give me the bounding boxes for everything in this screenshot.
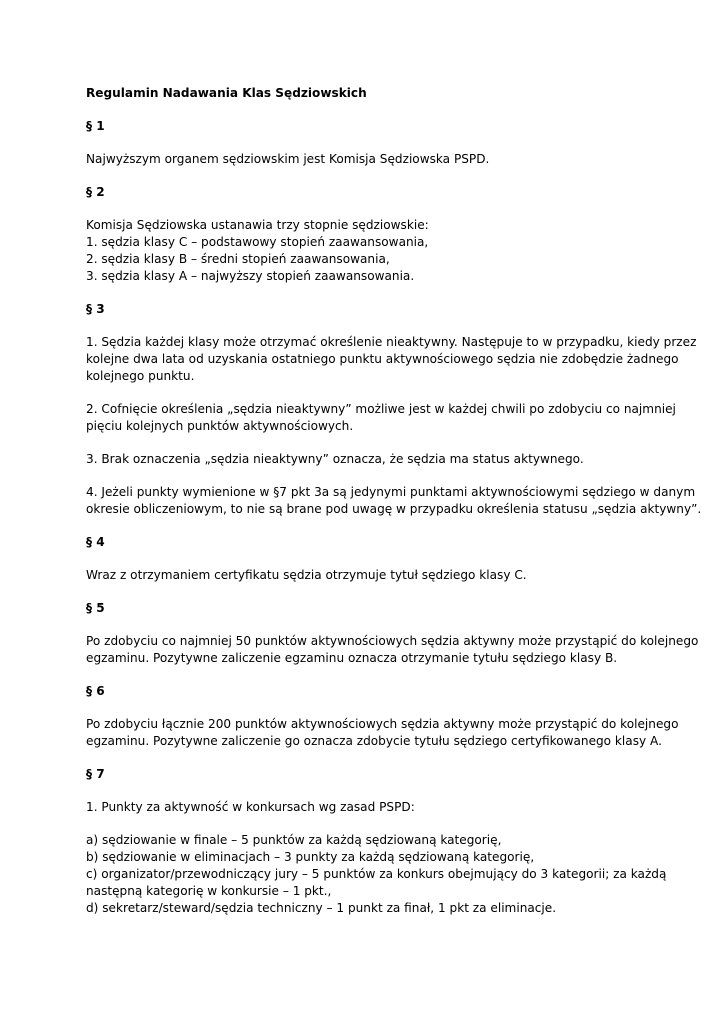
section-3: [86, 301, 702, 518]
text-line: d) sekretarz/steward/sędzia techniczny – 1 punkt za finał, 1 pkt za eliminacje.: [86, 901, 557, 915]
paragraph: [86, 451, 646, 468]
paragraph: [86, 217, 646, 285]
paragraph: [86, 401, 676, 435]
text-line: 2. Cofnięcie określenia „sędzia nieaktywny” możliwe jest w każdej chwili po zdobyciu co najmniej: [86, 402, 676, 416]
section-2: [86, 184, 646, 285]
section-heading: § 1: [86, 119, 105, 133]
document-sections: [86, 118, 702, 917]
paragraph: [86, 832, 667, 917]
text-line: egzaminu. Pozytywne zaliczenie go oznacza zdobycie tytułu sędziego certyfikowanego klasy A.: [86, 734, 662, 748]
paragraph: [86, 716, 679, 750]
text-line: Wraz z otrzymaniem certyfikatu sędzia otrzymuje tytuł sędziego klasy C.: [86, 568, 527, 582]
text-line: b) sędziowanie w eliminacjach – 3 punkty za każdą sędziowaną kategorię,: [86, 850, 535, 864]
text-line: następną kategorię w konkursie – 1 pkt.,: [86, 884, 332, 898]
text-line: 2. sędzia klasy B – średni stopień zaawansowania,: [86, 252, 390, 266]
document-title: Regulamin Nadawania Klas Sędziowskich: [86, 86, 367, 100]
paragraph: [86, 799, 646, 816]
paragraph: [86, 633, 699, 667]
text-line: 3. sędzia klasy A – najwyższy stopień zaawansowania.: [86, 269, 415, 283]
paragraph: [86, 334, 697, 385]
paragraph: [86, 484, 702, 518]
section-4: [86, 534, 646, 584]
text-line: 4. Jeżeli punkty wymienione w §7 pkt 3a są jedynymi punktami aktywnościowymi sędziego w danym: [86, 485, 696, 499]
section-heading: § 7: [86, 767, 105, 781]
text-line: 3. Brak oznaczenia „sędzia nieaktywny” oznacza, że sędzia ma status aktywnego.: [86, 452, 584, 466]
text-line: pięciu kolejnych punktów aktywnościowych.: [86, 419, 354, 433]
text-line: egzaminu. Pozytywne zaliczenie egzaminu oznacza otrzymanie tytułu sędziego klasy B.: [86, 651, 618, 665]
text-line: Najwyższym organem sędziowskim jest Komisja Sędziowska PSPD.: [86, 152, 490, 166]
section-1: [86, 118, 646, 168]
section-heading: § 5: [86, 601, 105, 615]
text-line: okresie obliczeniowym, to nie są brane pod uwagę w przypadku określenia statusu „sędzia aktywny”.: [86, 502, 702, 516]
text-line: Po zdobyciu co najmniej 50 punktów aktywnościowych sędzia aktywny może przystąpić do kolejnego: [86, 634, 699, 648]
text-line: 1. Sędzia każdej klasy może otrzymać określenie nieaktywny. Następuje to w przypadku, kiedy przez: [86, 335, 697, 349]
text-line: c) organizator/przewodniczący jury – 5 punktów za konkurs obejmujący do 3 kategorii; za każdą: [86, 867, 667, 881]
text-line: Po zdobyciu łącznie 200 punktów aktywnościowych sędzia aktywny może przystąpić do kolejnego: [86, 717, 679, 731]
paragraph: [86, 151, 646, 168]
document-page: [86, 85, 702, 933]
section-heading: § 6: [86, 684, 105, 698]
text-line: Komisja Sędziowska ustanawia trzy stopnie sędziowskie:: [86, 218, 429, 232]
section-heading: § 2: [86, 185, 105, 199]
section-heading: § 4: [86, 535, 105, 549]
paragraph: [86, 567, 646, 584]
text-line: kolejnego punktu.: [86, 369, 195, 383]
text-line: 1. Punkty za aktywność w konkursach wg zasad PSPD:: [86, 800, 415, 814]
section-6: [86, 683, 679, 750]
text-line: a) sędziowanie w finale – 5 punktów za każdą sędziowaną kategorię,: [86, 833, 502, 847]
section-7: [86, 766, 667, 917]
section-5: [86, 600, 699, 667]
text-line: kolejne dwa lata od uzyskania ostatniego punktu aktywnościowego sędzia nie zdobędzie żadnego: [86, 352, 679, 366]
section-heading: § 3: [86, 302, 105, 316]
text-line: 1. sędzia klasy C – podstawowy stopień zaawansowania,: [86, 235, 429, 249]
